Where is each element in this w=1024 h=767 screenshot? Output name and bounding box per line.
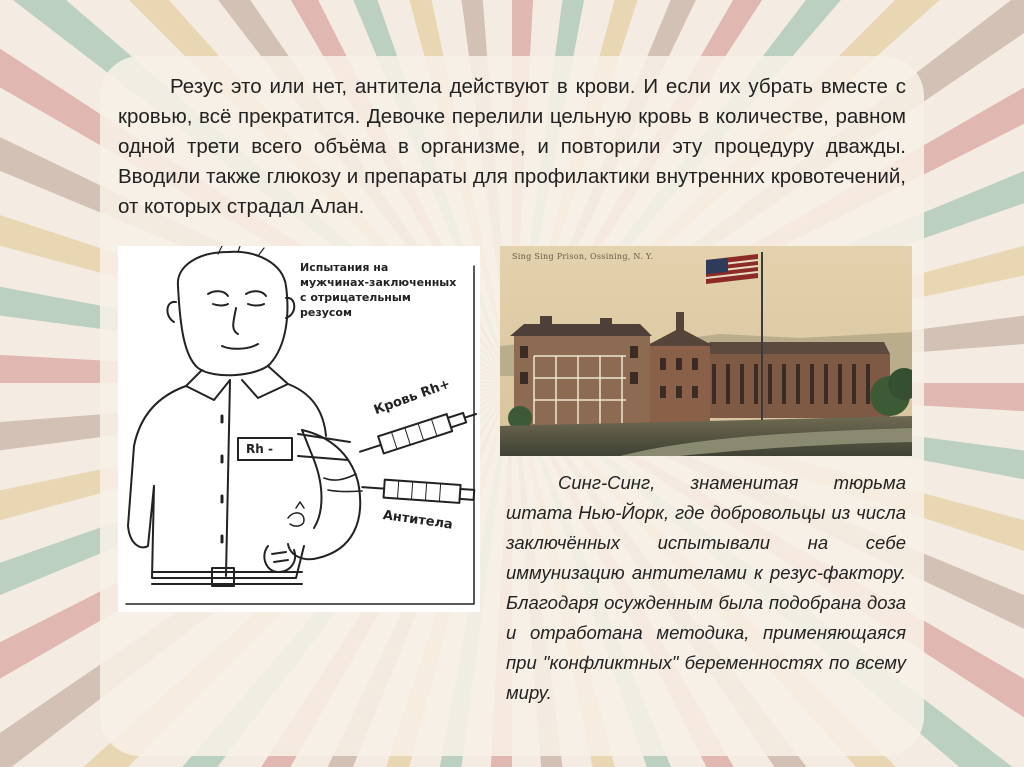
syringe-top-label: Кровь Rh+ [372,376,453,419]
postcard-caption: Sing Sing Prison, Ossining, N. Y. [512,252,654,261]
photo-caption-paragraph: Синг-Синг, знаменитая тюрьма штата Нью-Йорк, где добровольцы из числа заключённых испытывали на себе иммунизацию антителами к резус-фактору. Благодаря осужденным была подобрана доза и отработана методика, применяющаяся при "конфликтных" беременностях по всему миру. [506,472,906,703]
main-paragraph: Резус это или нет, антитела действуют в крови. И если их убрать вместе с кровью, всё прекратится. Девочке перелили цельную кровь в количестве, равном одной трети всего объёма в организме, и повторили эту процедуру дважды. Вводили также глюкозу и препараты для профилактики внутренних кровотечений, от которых страдал Алан. [118,75,906,218]
cartoon-illustration [118,246,480,612]
cartoon-title-line: с отрицательным [300,291,411,304]
cartoon-title-line: Испытания на [300,261,389,274]
cartoon-title-line: мужчинах-заключенных [300,276,457,289]
rh-badge-label: Rh - [246,442,273,456]
cartoon-title-line: резусом [300,306,352,319]
syringe-bottom-label: Антитела [381,508,454,533]
sing-sing-photo [500,246,912,456]
cartoon-title [300,260,456,320]
prison-postcard-image [500,246,912,456]
